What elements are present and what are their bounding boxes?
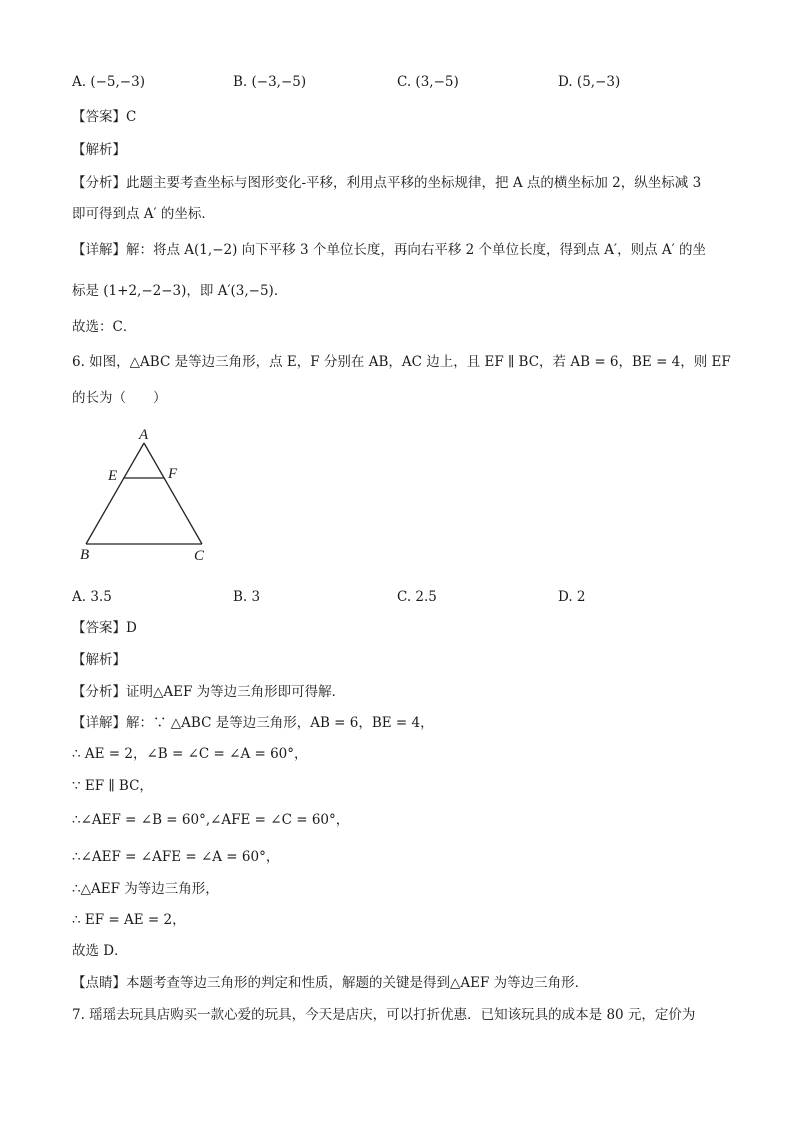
label-a: A xyxy=(139,427,149,443)
q6-option-a: A. 3.5 xyxy=(72,589,112,605)
q6-answer xyxy=(72,619,137,637)
q6-step-3: ∵ EF ∥ BC， xyxy=(72,778,153,794)
q6-step-4: ∴∠AEF = ∠B = 60°,∠AFE = ∠C = 60°， xyxy=(72,812,350,828)
q5-xiangjie-line1: 【详解】解：将点 A(1,−2) 向下平移 3 个单位长度，再向右平移 2 个单位长度，得到点 A′，则点 A′ 的坐 xyxy=(72,242,706,258)
q5-fenxi-line2: 即可得到点 A′ 的坐标． xyxy=(72,206,215,222)
q5-analysis-heading: 【解析】 xyxy=(72,142,126,158)
answer-value: C xyxy=(126,109,137,125)
q6-step-8: 故选 D． xyxy=(72,943,128,959)
q6-step-1: 【详解】解：∵ △ABC 是等边三角形，AB = 6，BE = 4， xyxy=(72,715,434,731)
fenxi-tag: 【分析】 xyxy=(72,175,126,191)
side-ab xyxy=(86,443,144,544)
dianjing-tag: 【点睛】 xyxy=(72,975,126,991)
label-b: B xyxy=(80,547,90,563)
q5-answer xyxy=(72,108,136,126)
q5-option-b: B. (−3,−5) xyxy=(233,74,307,90)
q7-stem-line1: 7. 瑶瑶去玩具店购买一款心爱的玩具，今天是店庆，可以打折优惠．已知该玩具的成本是 80 元，定价为 xyxy=(72,1007,696,1023)
q5-fenxi-line1: 【分析】此题主要考查坐标与图形变化-平移，利用点平移的坐标规律，把 A 点的横坐标加 2，纵坐标减 3 xyxy=(72,175,702,191)
q6-analysis-heading: 【解析】 xyxy=(72,652,126,668)
q5-option-c: C. (3,−5) xyxy=(397,74,459,90)
answer-value: D xyxy=(126,620,137,636)
label-f: F xyxy=(168,466,178,482)
q6-step-7: ∴ EF = AE = 2， xyxy=(72,912,186,928)
q6-dianjing: 【点睛】本题考查等边三角形的判定和性质，解题的关键是得到△AEF 为等边三角形． xyxy=(72,975,589,991)
q5-option-d: D. (5,−3) xyxy=(558,74,621,90)
side-ac xyxy=(144,443,202,544)
q6-fenxi: 【分析】证明△AEF 为等边三角形即可得解． xyxy=(72,684,346,700)
q6-option-c: C. 2.5 xyxy=(397,589,437,605)
q6-option-d: D. 2 xyxy=(558,589,586,605)
fenxi-tag: 【分析】 xyxy=(72,684,126,700)
label-c: C xyxy=(194,548,205,564)
q6-option-b: B. 3 xyxy=(233,589,261,605)
label-e: E xyxy=(108,468,118,484)
q6-step-6: ∴△AEF 为等边三角形， xyxy=(72,881,219,897)
q5-option-a: A. (−5,−3) xyxy=(72,74,145,90)
answer-tag: 【答案】 xyxy=(72,620,126,636)
q6-step-5: ∴∠AEF = ∠AFE = ∠A = 60°， xyxy=(72,849,280,865)
answer-tag: 【答案】 xyxy=(72,109,126,125)
xiangjie-tag: 【详解】 xyxy=(72,242,126,258)
q5-conclusion: 故选：C． xyxy=(72,319,137,335)
q6-stem-line2: 的长为（ ） xyxy=(72,390,167,406)
xiangjie-tag: 【详解】 xyxy=(72,715,126,731)
q6-step-2: ∴ AE = 2，∠B = ∠C = ∠A = 60°， xyxy=(72,746,308,762)
triangle-figure xyxy=(70,420,220,570)
q6-stem-line1: 6. 如图，△ABC 是等边三角形，点 E，F 分别在 AB，AC 边上，且 EF ∥ BC，若 AB = 6，BE = 4，则 EF xyxy=(72,354,731,370)
q5-xiangjie-line2: 标是 (1+2,−2−3)，即 A′(3,−5)． xyxy=(72,283,288,299)
